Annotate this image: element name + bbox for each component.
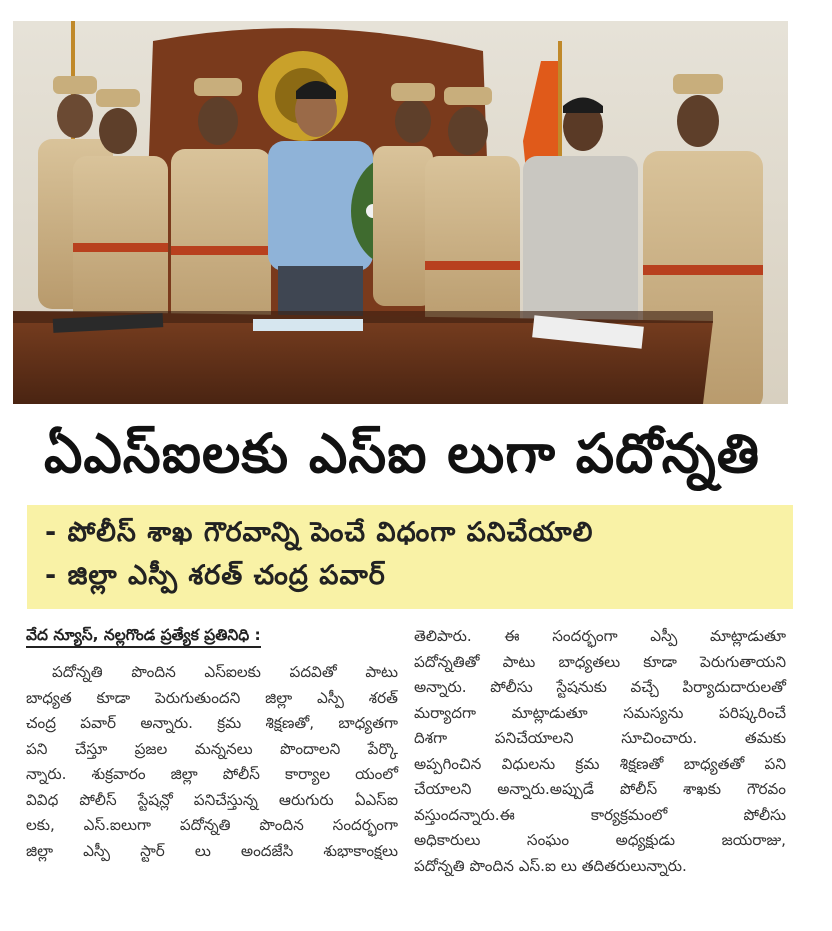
group-photo-illustration [13, 21, 788, 404]
news-photo [13, 21, 788, 404]
text-line: మర్యాదగా మాట్లాడుతూ సమస్యను పరిష్కరించే [414, 703, 786, 722]
text-line: జిల్లా ఎస్పీ స్టార్ లు అందజేసి శుభాకాంక్షలు [26, 841, 398, 860]
subheading-line: - జిల్లా ఎస్పీ శరత్ చంద్ర పవార్ [45, 560, 386, 591]
headline: ఏఎస్ఐలకు ఎస్ఐ లుగా పదోన్నతి [44, 422, 760, 485]
text-line: తెలిపారు. ఈ సందర్భంగా ఎస్పీ మాట్లాడుతూ [414, 627, 786, 645]
text-line: అప్పగించిన విధులను క్రమ శిక్షణతో బాధ్యతతో పని [414, 754, 786, 773]
text-line: పదోన్నతి పొందిన ఎస్ఐలకు పదవితో పాటు [52, 663, 398, 681]
text-line: బాధ్యత కూడా పెరుగుతుందని జిల్లా ఎస్పీ శరత్ [26, 688, 398, 707]
text-line: పదోన్నతి పొందిన ఎస్.ఐ లు తదితరులున్నారు. [414, 856, 687, 875]
article-column-right [414, 624, 786, 879]
text-line: దిశగా పనిచేయాలని సూచించారు. తమకు [414, 729, 786, 747]
text-line: న్నారు. శుక్రవారం జిల్లా పోలీస్ కార్యాల యంలో [26, 765, 398, 783]
text-line: వివిధ పోలీస్ స్టేషన్లో పనిచేస్తున్న ఆరుగురు ఏఎస్ఐ [26, 790, 398, 809]
byline-text: వేద న్యూస్, నల్లగొండ ప్రత్యేక ప్రతినిధి : [26, 626, 261, 648]
text-line: పని చేస్తూ ప్రజల మన్ననలు పొందాలని పేర్కొ [26, 739, 398, 758]
text-line: పదోన్నతితో పాటు బాధ్యతలు కూడా పెరుగుతాయని [414, 652, 786, 671]
byline [26, 626, 398, 648]
subheading-box [27, 505, 793, 609]
article-column-left [26, 660, 398, 864]
text-line: లకు, ఎస్.ఐలుగా పదోన్నతి పొందిన సందర్భంగా [26, 816, 398, 834]
text-line: వస్తుందన్నారు.ఈ కార్యక్రమంలో పోలీసు [414, 805, 786, 824]
text-line: అన్నారు. పోలీసు స్టేషనుకు వచ్చే పిర్యాదుదారులతో [414, 678, 786, 696]
text-line: చేయాలని అన్నారు.అప్పుడే పోలీస్ శాఖకు గౌరవం [414, 780, 786, 798]
subheading-line: - పోలీస్ శాఖ గౌరవాన్ని పెంచే విధంగా పనిచేయాలి [45, 517, 594, 548]
text-line: అధికారులు సంఘం అధ్యక్షుడు జయరాజు, [414, 831, 786, 849]
text-line: చంద్ర పవార్ అన్నారు. క్రమ శిక్షణతో, బాధ్యతగా [26, 714, 398, 732]
